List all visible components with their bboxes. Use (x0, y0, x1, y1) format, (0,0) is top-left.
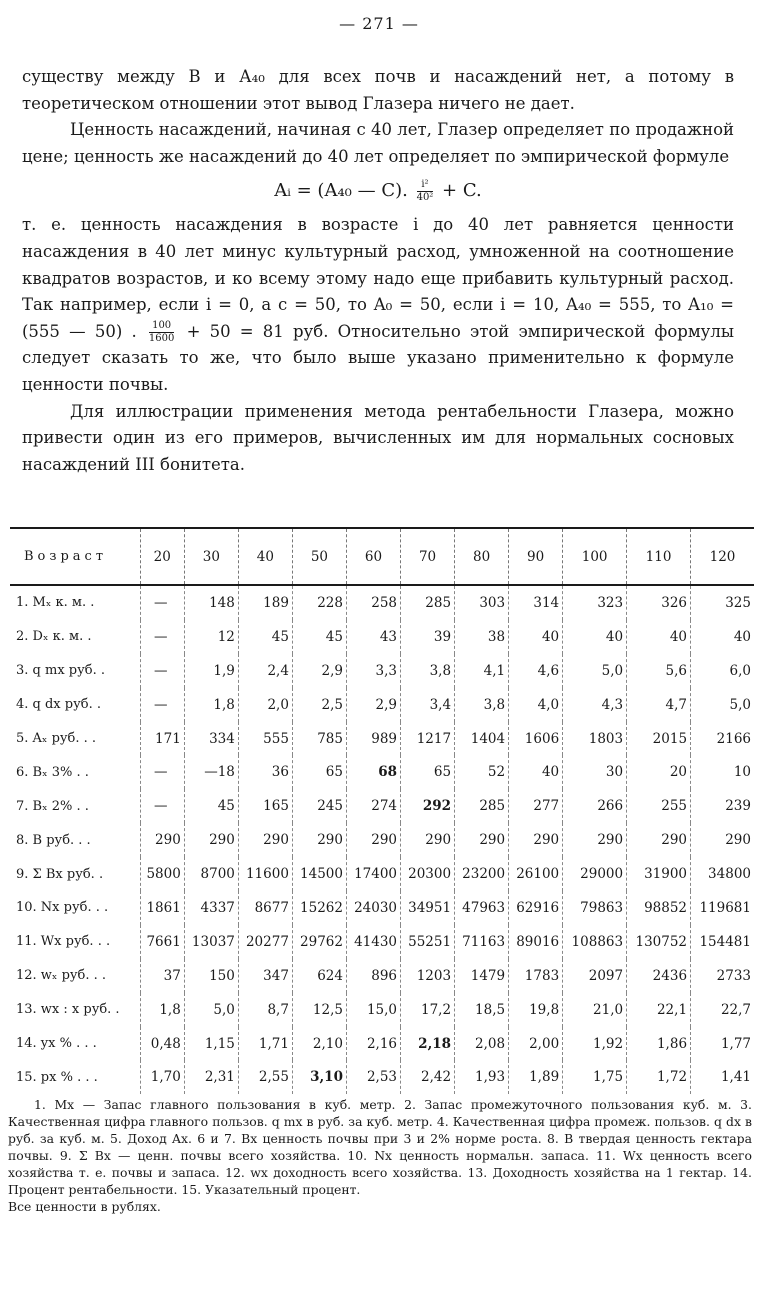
table-cell: 4337 (184, 891, 238, 925)
table-cell: 4,0 (509, 688, 563, 722)
table-cell: 1,72 (627, 1060, 691, 1094)
paragraph-1: существу между В и А₄₀ для всех почв и насаждений нет, а потому в теоретическом отношении этот вывод Глазера ничего не дает. (22, 67, 734, 113)
table-cell: 34951 (401, 891, 455, 925)
table-cell: 1,8 (184, 688, 238, 722)
table-cell: 2,4 (238, 654, 292, 688)
formula-fraction (417, 179, 434, 204)
table-cell: 12 (184, 620, 238, 654)
table-cell: 26100 (509, 857, 563, 891)
footnote-text: 1. Mx — Запас главного пользования в куб. метр. 2. Запас промежуточного пользования куб. м. 3. Качественная цифра главного пользов. q mx в руб. за куб. метр. 4. Качественная цифра промеж. пользов. q dx в руб. за куб. м. 5. Доход Ax. 6 и 7. Bx ценность почвы при 3 и 2% норме роста. 8. B твердая ценность гектара почвы. 9. Σ Bx — ценн. почвы всего хозяйства. 10. Nx ценность нормальн. запаса. 11. Wx ценность всего хозяйства т. е. почвы и запаса. 12. wx доходность всего хозяйства. 13. Доходность хозяйства на 1 гектар. 14. Процент рентабельности. 15. Указательный процент. (8, 1097, 752, 1197)
table-cell: 65 (292, 755, 346, 789)
table-row (10, 959, 754, 993)
header-age: 100 (563, 528, 627, 585)
table-cell: 2,55 (238, 1060, 292, 1094)
table-cell: 20 (627, 755, 691, 789)
formula-lhs: Aᵢ = (A₄₀ — C). (274, 180, 408, 202)
table-cell: 326 (627, 585, 691, 620)
formula-numerator: i² (417, 179, 434, 192)
table-cell: 555 (238, 722, 292, 756)
table-cell: 277 (509, 789, 563, 823)
table-cell: — (140, 585, 184, 620)
table-cell: 2,9 (346, 688, 400, 722)
table-cell: 3,3 (346, 654, 400, 688)
table-cell: 5,0 (563, 654, 627, 688)
table-cell: 2,42 (401, 1060, 455, 1094)
table-cell: 21,0 (563, 993, 627, 1027)
table-row (10, 857, 754, 891)
table-cell: 1,71 (238, 1027, 292, 1061)
table-cell: 62916 (509, 891, 563, 925)
formula-denominator: 40² (416, 191, 434, 203)
table-cell: 13037 (184, 925, 238, 959)
table-cell: 2015 (627, 722, 691, 756)
table-cell: 38 (455, 620, 509, 654)
profitability-table (10, 527, 754, 1094)
row-label: 6. Bₓ 3% . . (16, 764, 89, 780)
table-cell: 1783 (509, 959, 563, 993)
footnote-end: Все ценности в рублях. (8, 1199, 161, 1214)
table-cell: 19,8 (509, 993, 563, 1027)
table-cell: 303 (455, 585, 509, 620)
table-cell: 325 (691, 585, 754, 620)
table-cell: 31900 (627, 857, 691, 891)
formula-rhs: + C. (442, 180, 482, 202)
table-cell: 2,00 (509, 1027, 563, 1061)
table-cell: 17400 (346, 857, 400, 891)
table-cell: 23200 (455, 857, 509, 891)
table-cell: 1,9 (184, 654, 238, 688)
table-cell: 1,92 (563, 1027, 627, 1061)
table-cell: 4,6 (509, 654, 563, 688)
table-cell: 5,6 (627, 654, 691, 688)
row-label: 4. q dx руб. . (16, 697, 101, 713)
table-cell: 108863 (563, 925, 627, 959)
table-cell: 17,2 (401, 993, 455, 1027)
table-cell: 2,53 (346, 1060, 400, 1094)
table-cell: 290 (563, 823, 627, 857)
table-cell: 11600 (238, 857, 292, 891)
table-cell: — (140, 688, 184, 722)
table-cell: 12,5 (292, 993, 346, 1027)
table-header-row (10, 528, 754, 585)
table-cell: 292 (401, 789, 455, 823)
table-cell: 22,7 (691, 993, 754, 1027)
table-cell: 1,77 (691, 1027, 754, 1061)
table-cell: 896 (346, 959, 400, 993)
table-cell: 39 (401, 620, 455, 654)
header-age: 50 (292, 528, 346, 585)
table-cell: 2,0 (238, 688, 292, 722)
table-cell: 4,7 (627, 688, 691, 722)
table-cell: 2,31 (184, 1060, 238, 1094)
table-cell: 47963 (455, 891, 509, 925)
footnotes (8, 1096, 752, 1215)
table-cell: 334 (184, 722, 238, 756)
table-cell: — (140, 789, 184, 823)
table-cell: 290 (627, 823, 691, 857)
header-age: 90 (509, 528, 563, 585)
table-cell: 1,93 (455, 1060, 509, 1094)
table-cell: 1479 (455, 959, 509, 993)
table-row (10, 925, 754, 959)
table-cell: 8,7 (238, 993, 292, 1027)
table-cell: 3,4 (401, 688, 455, 722)
table-cell: 290 (691, 823, 754, 857)
table-cell: 323 (563, 585, 627, 620)
table-cell: 3,10 (292, 1060, 346, 1094)
table-cell: 285 (455, 789, 509, 823)
header-age: 40 (238, 528, 292, 585)
example-denominator: 1600 (148, 332, 175, 344)
table-cell: 2436 (627, 959, 691, 993)
table-cell: 79863 (563, 891, 627, 925)
table-cell: — (140, 755, 184, 789)
table-cell: 290 (401, 823, 455, 857)
table-cell: 171 (140, 722, 184, 756)
table-cell: 6,0 (691, 654, 754, 688)
table-cell: 10 (691, 755, 754, 789)
header-age: 120 (691, 528, 754, 585)
table-cell: 2166 (691, 722, 754, 756)
table-cell: 29000 (563, 857, 627, 891)
table-cell: 239 (691, 789, 754, 823)
paragraph-3-part-b: + 50 = 81 руб. Относительно этой эмпирической формулы следует сказать то же, что было выше указано применительно к формуле ценности почвы. (22, 321, 734, 394)
table-cell: 40 (563, 620, 627, 654)
table-cell: 0,48 (140, 1027, 184, 1061)
table-cell: 24030 (346, 891, 400, 925)
table-cell: 1203 (401, 959, 455, 993)
table-cell: 4,3 (563, 688, 627, 722)
table-cell: 1,70 (140, 1060, 184, 1094)
table-cell: 290 (140, 823, 184, 857)
table-cell: 52 (455, 755, 509, 789)
table-cell: 2,18 (401, 1027, 455, 1061)
formula (22, 174, 734, 208)
table-cell: 274 (346, 789, 400, 823)
body-text (22, 64, 734, 478)
table-cell: 15,0 (346, 993, 400, 1027)
table-cell: 89016 (509, 925, 563, 959)
row-label: 7. Bₓ 2% . . (16, 798, 89, 814)
table-cell: 2097 (563, 959, 627, 993)
table-cell: 290 (509, 823, 563, 857)
example-numerator: 100 (149, 320, 174, 333)
table-cell: 2,16 (346, 1027, 400, 1061)
row-label: 11. Wx руб. . . (16, 934, 111, 950)
table-cell: 290 (184, 823, 238, 857)
table-cell: 130752 (627, 925, 691, 959)
table-cell: 1,8 (140, 993, 184, 1027)
row-label: 15. px % . . . (16, 1069, 98, 1085)
table-cell: 45 (184, 789, 238, 823)
paragraph-3 (22, 212, 734, 398)
table-cell: 29762 (292, 925, 346, 959)
table-row (10, 620, 754, 654)
table-cell: 3,8 (401, 654, 455, 688)
table-cell: 290 (238, 823, 292, 857)
table-cell: 98852 (627, 891, 691, 925)
table-cell: 8700 (184, 857, 238, 891)
table-row (10, 755, 754, 789)
example-fraction (149, 320, 174, 345)
table-cell: 20277 (238, 925, 292, 959)
table-cell: 2,10 (292, 1027, 346, 1061)
row-label: 9. Σ Bx руб. . (16, 866, 104, 882)
table-cell: — (140, 620, 184, 654)
paragraph-4: Для иллюстрации применения метода рентабельности Глазера, можно привести один из его примеров, вычисленных им для нормальных сосновых насаждений III бонитета. (22, 401, 734, 474)
table-cell: 1,41 (691, 1060, 754, 1094)
table-cell: 65 (401, 755, 455, 789)
table-cell: 290 (346, 823, 400, 857)
table-cell: 2,9 (292, 654, 346, 688)
header-age: 80 (455, 528, 509, 585)
table-cell: 41430 (346, 925, 400, 959)
table-cell: 5800 (140, 857, 184, 891)
table-cell: 22,1 (627, 993, 691, 1027)
row-label: 14. yx % . . . (16, 1036, 97, 1052)
row-label: 8. B руб. . . (16, 832, 91, 848)
row-label: 13. wx : x руб. . (16, 1002, 120, 1018)
table-cell: 34800 (691, 857, 754, 891)
table-cell: 5,0 (184, 993, 238, 1027)
table-cell: 189 (238, 585, 292, 620)
table-row (10, 789, 754, 823)
header-age: 30 (184, 528, 238, 585)
table-cell: 1,75 (563, 1060, 627, 1094)
row-label: 2. Dₓ к. м. . (16, 629, 92, 645)
table-cell: 785 (292, 722, 346, 756)
table-cell: 40 (691, 620, 754, 654)
table-cell: 285 (401, 585, 455, 620)
table-cell: 2,5 (292, 688, 346, 722)
table-row (10, 1060, 754, 1094)
table-cell: 55251 (401, 925, 455, 959)
table-row (10, 823, 754, 857)
table-row (10, 993, 754, 1027)
table-cell: 8677 (238, 891, 292, 925)
table-cell: — (140, 654, 184, 688)
header-label: Возраст (10, 528, 140, 585)
row-label: 1. Mₓ к. м. . (16, 595, 95, 611)
table-row (10, 688, 754, 722)
table-cell: 45 (292, 620, 346, 654)
table-cell: 119681 (691, 891, 754, 925)
table-cell: 3,8 (455, 688, 509, 722)
table-cell: 989 (346, 722, 400, 756)
header-age: 70 (401, 528, 455, 585)
table-cell: 290 (292, 823, 346, 857)
table-cell: 14500 (292, 857, 346, 891)
row-label: 12. wₓ руб. . . (16, 968, 107, 984)
paragraph-2: Ценность насаждений, начиная с 40 лет, Глазер определяет по продажной цене; ценность же насаждений до 40 лет определяет по эмпирической формуле (22, 120, 734, 166)
row-label: 5. Aₓ руб. . . (16, 731, 97, 746)
table-row (10, 722, 754, 756)
table-cell: 1,89 (509, 1060, 563, 1094)
table-cell: 314 (509, 585, 563, 620)
table-cell: 2733 (691, 959, 754, 993)
table-cell: 40 (509, 755, 563, 789)
table-cell: 5,0 (691, 688, 754, 722)
table-cell: 15262 (292, 891, 346, 925)
table-cell: 228 (292, 585, 346, 620)
table-cell: 1,86 (627, 1027, 691, 1061)
table-cell: 43 (346, 620, 400, 654)
table-cell: 2,08 (455, 1027, 509, 1061)
row-label: 10. Nx руб. . . (16, 900, 109, 916)
table-cell: 37 (140, 959, 184, 993)
table-cell: 150 (184, 959, 238, 993)
table-row (10, 891, 754, 925)
table-cell: 20300 (401, 857, 455, 891)
table-cell: 148 (184, 585, 238, 620)
table-cell: 245 (292, 789, 346, 823)
table-cell: 18,5 (455, 993, 509, 1027)
table-cell: 1217 (401, 722, 455, 756)
table-cell: 45 (238, 620, 292, 654)
table-cell: 68 (346, 755, 400, 789)
header-age: 60 (346, 528, 400, 585)
table-cell: 4,1 (455, 654, 509, 688)
table-row (10, 1027, 754, 1061)
table-cell: 255 (627, 789, 691, 823)
table-cell: 347 (238, 959, 292, 993)
table-cell: 36 (238, 755, 292, 789)
table-cell: 71163 (455, 925, 509, 959)
table-cell: 40 (627, 620, 691, 654)
table-cell: 258 (346, 585, 400, 620)
table-cell: 1803 (563, 722, 627, 756)
header-age: 110 (627, 528, 691, 585)
table-cell: 290 (455, 823, 509, 857)
table-cell: 165 (238, 789, 292, 823)
page-number: — 271 — (339, 14, 419, 33)
paragraph-3-part-a: т. е. ценность насаждения в возрасте i до 40 лет равняется ценности насаждения в 40 лет минус культурный расход, умноженной на соотношение квадратов возрастов, и ко всему этому надо еще прибавить культурный расход. Так например, если i = 0, а c = 50, то A₀ = 50, если i = 10, A₄₀ = 555, то A₁₀ = (555 — 50) . (22, 215, 734, 341)
table-row (10, 654, 754, 688)
table-cell: 624 (292, 959, 346, 993)
table-cell: 1861 (140, 891, 184, 925)
header-age: 20 (140, 528, 184, 585)
table-cell: 40 (509, 620, 563, 654)
table-row (10, 585, 754, 620)
table-cell: 1606 (509, 722, 563, 756)
table-cell: 30 (563, 755, 627, 789)
table-cell: —18 (184, 755, 238, 789)
row-label: 3. q mx руб. . (16, 663, 105, 679)
table-cell: 7661 (140, 925, 184, 959)
table-cell: 1404 (455, 722, 509, 756)
table-cell: 154481 (691, 925, 754, 959)
table-cell: 266 (563, 789, 627, 823)
table-cell: 1,15 (184, 1027, 238, 1061)
